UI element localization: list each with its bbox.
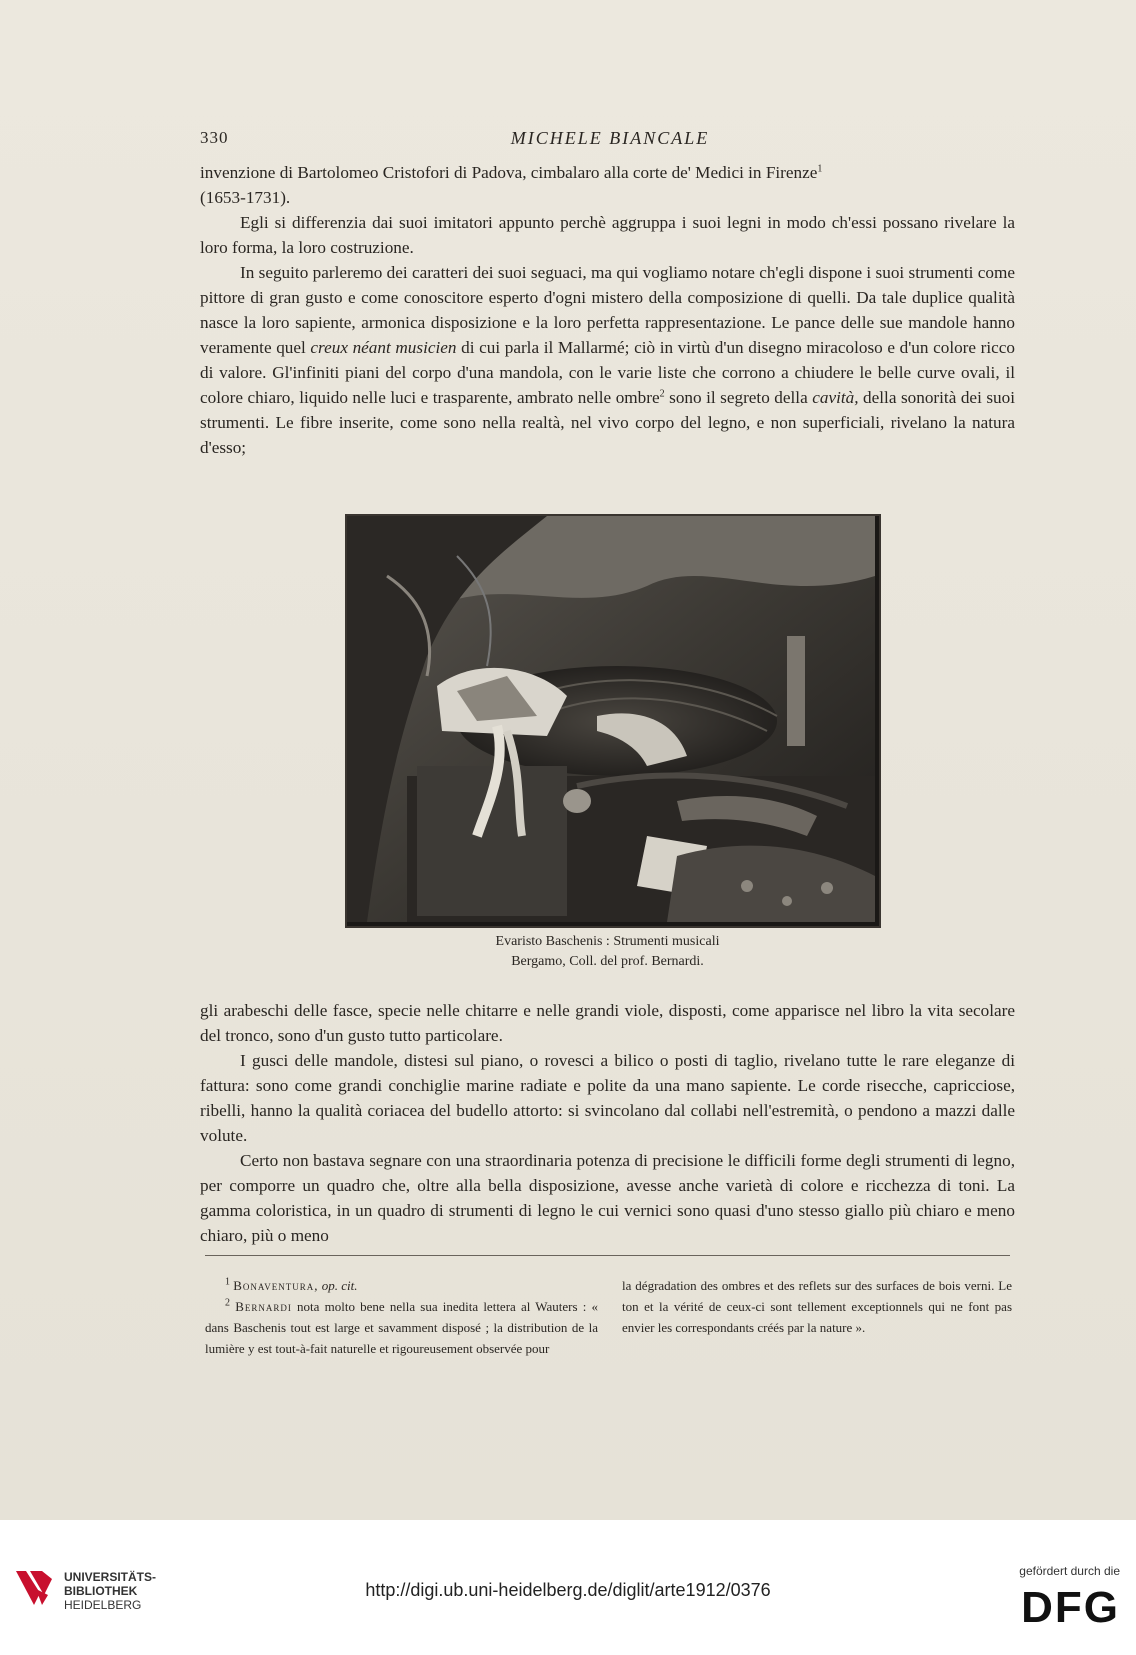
- library-name: UNIVERSITÄTS- BIBLIOTHEK HEIDELBERG: [64, 1570, 157, 1612]
- permalink-url[interactable]: http://digi.ub.uni-heidelberg.de/diglit/arte1912/0376: [365, 1580, 771, 1600]
- caption-line: Bergamo, Coll. del prof. Bernardi.: [511, 954, 704, 969]
- body-text-top: [200, 160, 1015, 460]
- page-number: 330: [200, 128, 229, 147]
- footnote: $^1$ Bonaventura, op. cit.: [225, 1276, 358, 1293]
- paragraph: Egli si differenzia dai suoi imitatori appunto perchè aggruppa i suoi legni in modo ch'essi possano rivelare la loro forma, la loro costruzione.: [200, 213, 1015, 257]
- footnote-rule: [205, 1255, 1010, 1256]
- figure-caption: [200, 932, 1015, 972]
- paragraph: Certo non bastava segnare con una straordinaria potenza di precisione le difficili forme degli strumenti di legno, per comporre un quadro che, oltre alla bella disposizione, avesse anche varietà di colore e ricchezza di toni. La gamma coloristica, in un quadro di strumenti di legno le cui vernici sono quasi d'uno stesso giallo più chiaro e meno chiaro, più o meno: [200, 1151, 1015, 1245]
- footnote-mark: 1: [817, 163, 823, 175]
- footnote-continuation: la dégradation des ombres et des reflets sur des surfaces de bois verni. Le ton et la vérité de ceux-ci sont tellement exceptionnels qui ne font pas envier les correspondants créés par la nature ».: [622, 1278, 1012, 1335]
- footnotes-right: [622, 1275, 1012, 1338]
- paragraph: gli arabeschi delle fasce, specie nelle chitarre e nelle grandi viole, disposti, come apparisce nel libro la vita secolare del tronco, sono d'un gusto tutto particolare.: [200, 1001, 1015, 1045]
- footnote: $^2$ Bernardi nota molto bene nella sua inedita lettera al Wauters : « dans Baschenis tout est large et savamment disposé ; la distribution de la lumière y est tout-à-fait naturelle et rigoureusement observée pour: [205, 1297, 599, 1356]
- paragraph: In seguito parleremo dei caratteri dei suoi seguaci, ma qui vogliamo notare ch'egli dispone i suoi strumenti come pittore di gran gusto e come conoscitore esperto d'ogni mistero della composizione di quelli. Da tale duplice qualità nasce la loro sapiente, armonica disposizione e la loro perfetta rappresentazione. Le pance delle sue mandole hanno veramente quel creux néant musicien di cui parla il Mallarmé; ciò in virtù d'un disegno miracoloso e d'un colore ricco di valore. Gl'infiniti piani del corpo d'una mandola, con le varie liste che corrono a chiudere le belle curve ovali, il colore chiaro, liquido nelle luci e trasparente, ambrato nelle ombre$^2$ sono il segreto della cavità, della sonorità dei suoi strumenti. Le fibre inserite, come sono nella realtà, nel vivo corpo del legno, e non superficiali, rivelano la natura d'esso;: [200, 263, 1016, 457]
- painting-image: [347, 516, 875, 922]
- footnotes-left: [205, 1275, 598, 1359]
- paragraph: I gusci delle mandole, distesi sul piano, o rovesci a bilico o posti di taglio, rivelano tutte le rare eleganze di fattura: sono come grandi conchiglie marine radiate e polite da una mano sapiente. Le corde risecche, capricciose, ribelli, hanno la qualità coriacea del budello attorto: si svincolano dal collabi nell'estremità, o pendono a mazzi dalle volute.: [200, 1051, 1015, 1145]
- italic-word: cavità,: [812, 388, 859, 407]
- paragraph: invenzione di Bartolomeo Cristofori di Padova, cimbalaro alla corte de' Medici in Firenze$^1$: [200, 163, 823, 182]
- paragraph: (1653-1731).: [200, 188, 291, 207]
- body-text-bottom: [200, 998, 1015, 1248]
- dfg-logo[interactable]: DFG: [1021, 1583, 1120, 1632]
- funded-by-label: gefördert durch die: [1019, 1564, 1120, 1578]
- running-head: [200, 128, 1020, 152]
- footnote-mark: 2: [659, 388, 665, 400]
- caption-line: Evaristo Baschenis : Strumenti musicali: [495, 934, 720, 949]
- italic-quote: creux néant musicien: [310, 338, 457, 357]
- running-title: MICHELE BIANCALE: [510, 128, 710, 148]
- painting-illustration: [345, 514, 881, 928]
- viewer-footer: [0, 1520, 1136, 1655]
